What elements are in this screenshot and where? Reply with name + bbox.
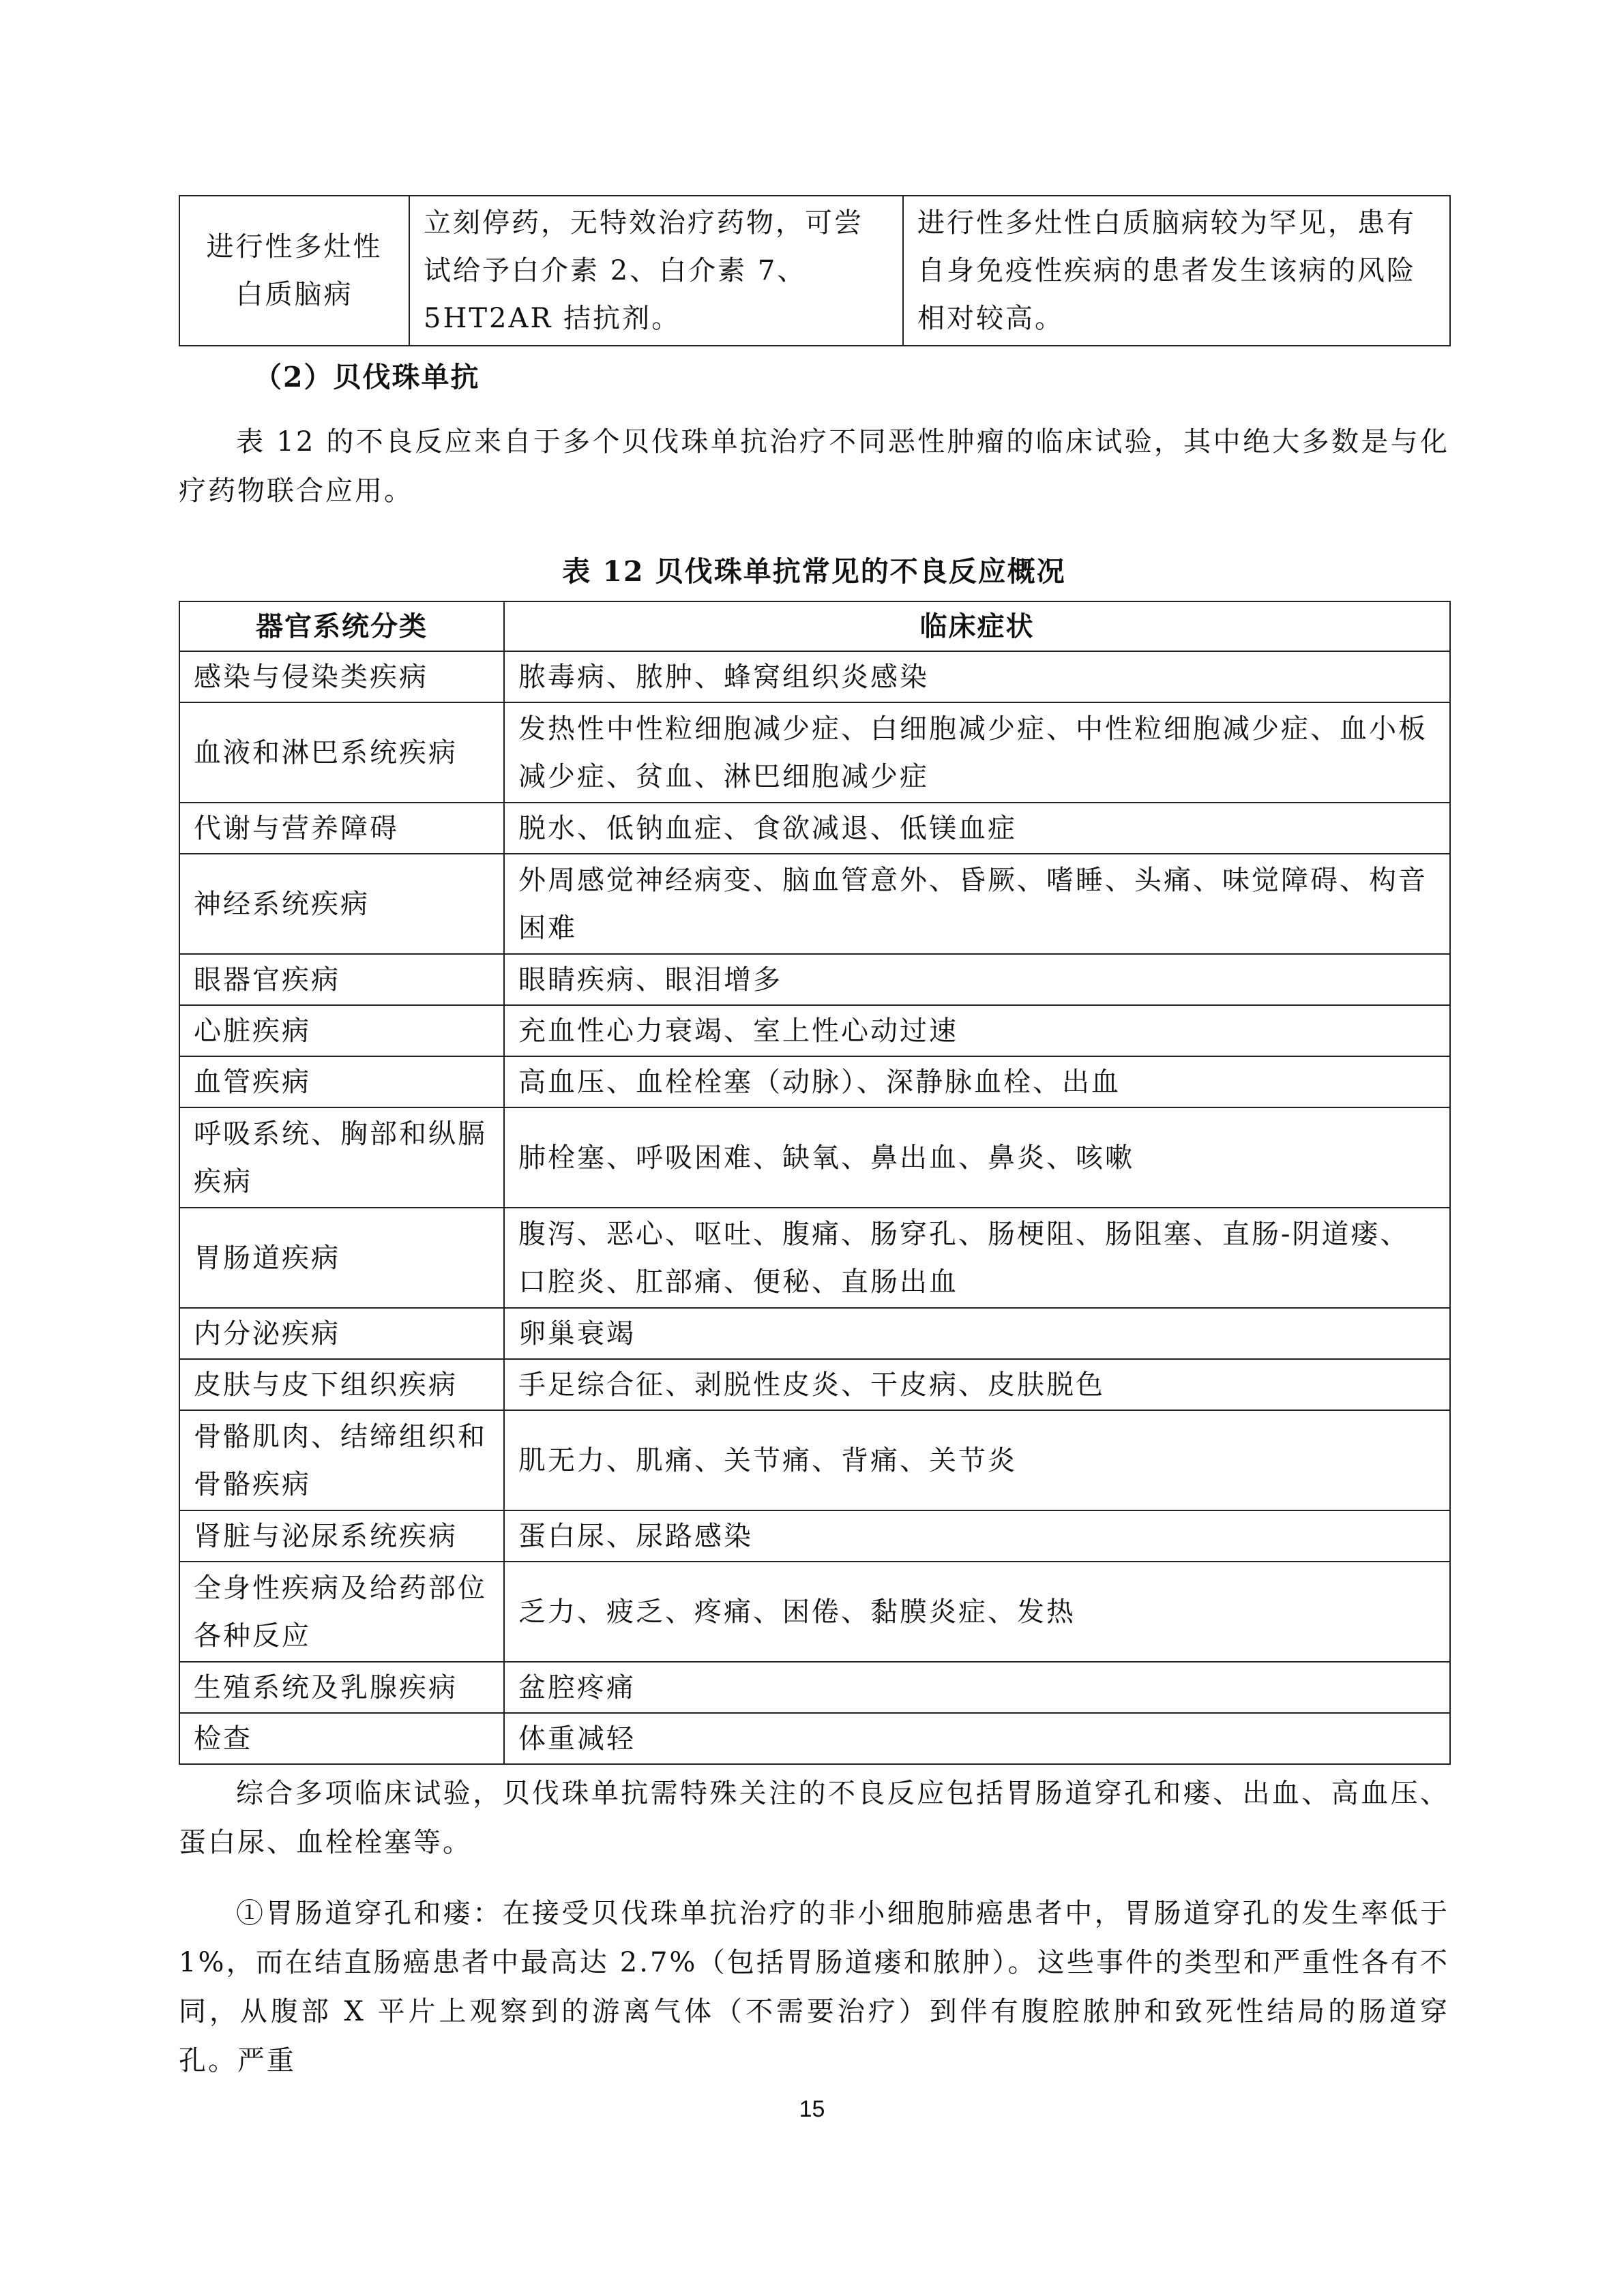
table-row [179, 854, 1450, 954]
table-row [179, 1410, 1450, 1510]
continuation-table [179, 195, 1451, 346]
table-row [179, 1056, 1450, 1107]
category-cell: 呼吸系统、胸部和纵膈疾病 [179, 1107, 504, 1208]
table-row [179, 1713, 1450, 1764]
symptoms-cell: 脓毒病、脓肿、蜂窝组织炎感染 [504, 651, 1450, 702]
symptoms-cell: 外周感觉神经病变、脑血管意外、昏厥、嗜睡、头痛、味觉障碍、构音困难 [504, 854, 1450, 954]
header-category: 器官系统分类 [179, 601, 504, 651]
table-row [179, 1510, 1450, 1562]
adverse-reactions-table [179, 601, 1451, 1765]
table-row [179, 1662, 1450, 1713]
symptoms-cell: 肌无力、肌痛、关节痛、背痛、关节炎 [504, 1410, 1450, 1510]
category-cell: 内分泌疾病 [179, 1308, 504, 1359]
table-header-row [179, 601, 1450, 651]
symptoms-cell: 发热性中性粒细胞减少症、白细胞减少症、中性粒细胞减少症、血小板减少症、贫血、淋巴细胞减少症 [504, 702, 1450, 803]
category-cell: 肾脏与泌尿系统疾病 [179, 1510, 504, 1562]
category-cell: 心脏疾病 [179, 1005, 504, 1056]
symptoms-cell: 盆腔疼痛 [504, 1662, 1450, 1713]
category-cell: 眼器官疾病 [179, 954, 504, 1005]
category-cell: 血管疾病 [179, 1056, 504, 1107]
table-row [179, 954, 1450, 1005]
disease-cell [179, 196, 409, 346]
treatment-text: 立刻停药，无特效治疗药物，可尝试给予白介素 2、白介素 7、5HT2AR 拮抗剂。 [424, 207, 863, 334]
category-cell: 胃肠道疾病 [179, 1208, 504, 1308]
symptoms-cell: 体重减轻 [504, 1713, 1450, 1764]
symptoms-cell: 脱水、低钠血症、食欲减退、低镁血症 [504, 803, 1450, 854]
table-row [179, 1005, 1450, 1056]
table-row [179, 702, 1450, 803]
disease-name: 进行性多灶性 白质脑病 [206, 231, 383, 310]
table-row [179, 1308, 1450, 1359]
symptoms-cell: 手足综合征、剥脱性皮炎、干皮病、皮肤脱色 [504, 1359, 1450, 1410]
note-cell [903, 196, 1450, 346]
section-heading: （2）贝伐珠单抗 [254, 361, 480, 393]
category-cell: 代谢与营养障碍 [179, 803, 504, 854]
category-cell: 骨骼肌肉、结缔组织和骨骼疾病 [179, 1410, 504, 1510]
table-row [179, 1562, 1450, 1662]
table-row [179, 1107, 1450, 1208]
table-caption: 表 12 贝伐珠单抗常见的不良反应概况 [562, 555, 1066, 588]
category-cell: 血液和淋巴系统疾病 [179, 702, 504, 803]
detail-paragraph: ①胃肠道穿孔和瘘：在接受贝伐珠单抗治疗的非小细胞肺癌患者中，胃肠道穿孔的发生率低于 1%，而在结直肠癌患者中最高达 2.7%（包括胃肠道瘘和脓肿）。这些事件的类型和严重性各有不同，从腹部 X 平片上观察到的游离气体（不需要治疗）到伴有腹腔脓肿和致死性结局的肠道穿孔。严重 [179, 1898, 1449, 2076]
note-text: 进行性多灶性白质脑病较为罕见，患有自身免疫性疾病的患者发生该病的风险相对较高。 [917, 207, 1416, 334]
category-cell: 检查 [179, 1713, 504, 1764]
table-row [179, 1208, 1450, 1308]
table-row [179, 651, 1450, 702]
category-cell: 生殖系统及乳腺疾病 [179, 1662, 504, 1713]
symptoms-cell: 眼睛疾病、眼泪增多 [504, 954, 1450, 1005]
intro-paragraph: 表 12 的不良反应来自于多个贝伐珠单抗治疗不同恶性肿瘤的临床试验，其中绝大多数是与化疗药物联合应用。 [179, 426, 1449, 507]
symptoms-cell: 卵巢衰竭 [504, 1308, 1450, 1359]
category-cell: 全身性疾病及给药部位各种反应 [179, 1562, 504, 1662]
symptoms-cell: 充血性心力衰竭、室上性心动过速 [504, 1005, 1450, 1056]
symptoms-cell: 乏力、疲乏、疼痛、困倦、黏膜炎症、发热 [504, 1562, 1450, 1662]
symptoms-cell: 蛋白尿、尿路感染 [504, 1510, 1450, 1562]
category-cell: 皮肤与皮下组织疾病 [179, 1359, 504, 1410]
page-number: 15 [799, 2096, 825, 2122]
summary-paragraph: 综合多项临床试验，贝伐珠单抗需特殊关注的不良反应包括胃肠道穿孔和瘘、出血、高血压、蛋白尿、血栓栓塞等。 [179, 1778, 1449, 1858]
symptoms-cell: 腹泻、恶心、呕吐、腹痛、肠穿孔、肠梗阻、肠阻塞、直肠-阴道瘘、口腔炎、肛部痛、便秘、直肠出血 [504, 1208, 1450, 1308]
table-row [179, 803, 1450, 854]
header-symptoms: 临床症状 [504, 601, 1450, 651]
category-cell: 神经系统疾病 [179, 854, 504, 954]
table-row [179, 196, 1450, 346]
table-row [179, 1359, 1450, 1410]
symptoms-cell: 肺栓塞、呼吸困难、缺氧、鼻出血、鼻炎、咳嗽 [504, 1107, 1450, 1208]
symptoms-cell: 高血压、血栓栓塞（动脉）、深静脉血栓、出血 [504, 1056, 1450, 1107]
category-cell: 感染与侵染类疾病 [179, 651, 504, 702]
treatment-cell [409, 196, 903, 346]
